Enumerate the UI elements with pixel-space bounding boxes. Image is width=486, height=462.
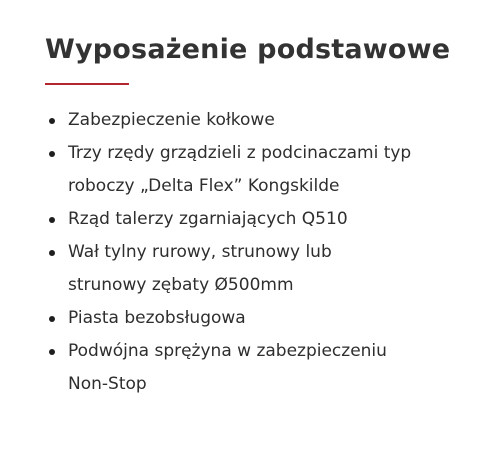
list-item-line: roboczy „Delta Flex” Kongskilde — [68, 176, 340, 196]
list-item — [45, 236, 438, 302]
list-item-line: strunowy zębaty Ø500mm — [68, 275, 294, 295]
equipment-list — [45, 104, 465, 401]
list-item-line: Zabezpieczenie kołkowe — [68, 110, 275, 130]
list-item-line: Rząd talerzy zgarniających Q510 — [68, 209, 348, 229]
bullet-icon — [49, 217, 55, 223]
bullet-icon — [49, 151, 55, 157]
section-title: Wyposażenie podstawowe — [45, 34, 451, 65]
list-item-line: Wał tylny rurowy, strunowy lub — [68, 242, 332, 262]
title-underline — [45, 83, 129, 85]
list-item-line: Podwójna sprężyna w zabezpieczeniu — [68, 341, 387, 361]
list-item — [45, 104, 438, 137]
list-item — [45, 302, 438, 335]
list-item — [45, 335, 438, 401]
equipment-section — [45, 30, 465, 401]
bullet-icon — [49, 118, 55, 124]
bullet-icon — [49, 349, 55, 355]
bullet-icon — [49, 316, 55, 322]
bullet-icon — [49, 250, 55, 256]
list-item-line: Non-Stop — [68, 374, 147, 394]
list-item — [45, 137, 438, 203]
list-item-line: Piasta bezobsługowa — [68, 308, 246, 328]
list-item — [45, 203, 438, 236]
list-item-line: Trzy rzędy grządzieli z podcinaczami typ — [68, 143, 412, 163]
